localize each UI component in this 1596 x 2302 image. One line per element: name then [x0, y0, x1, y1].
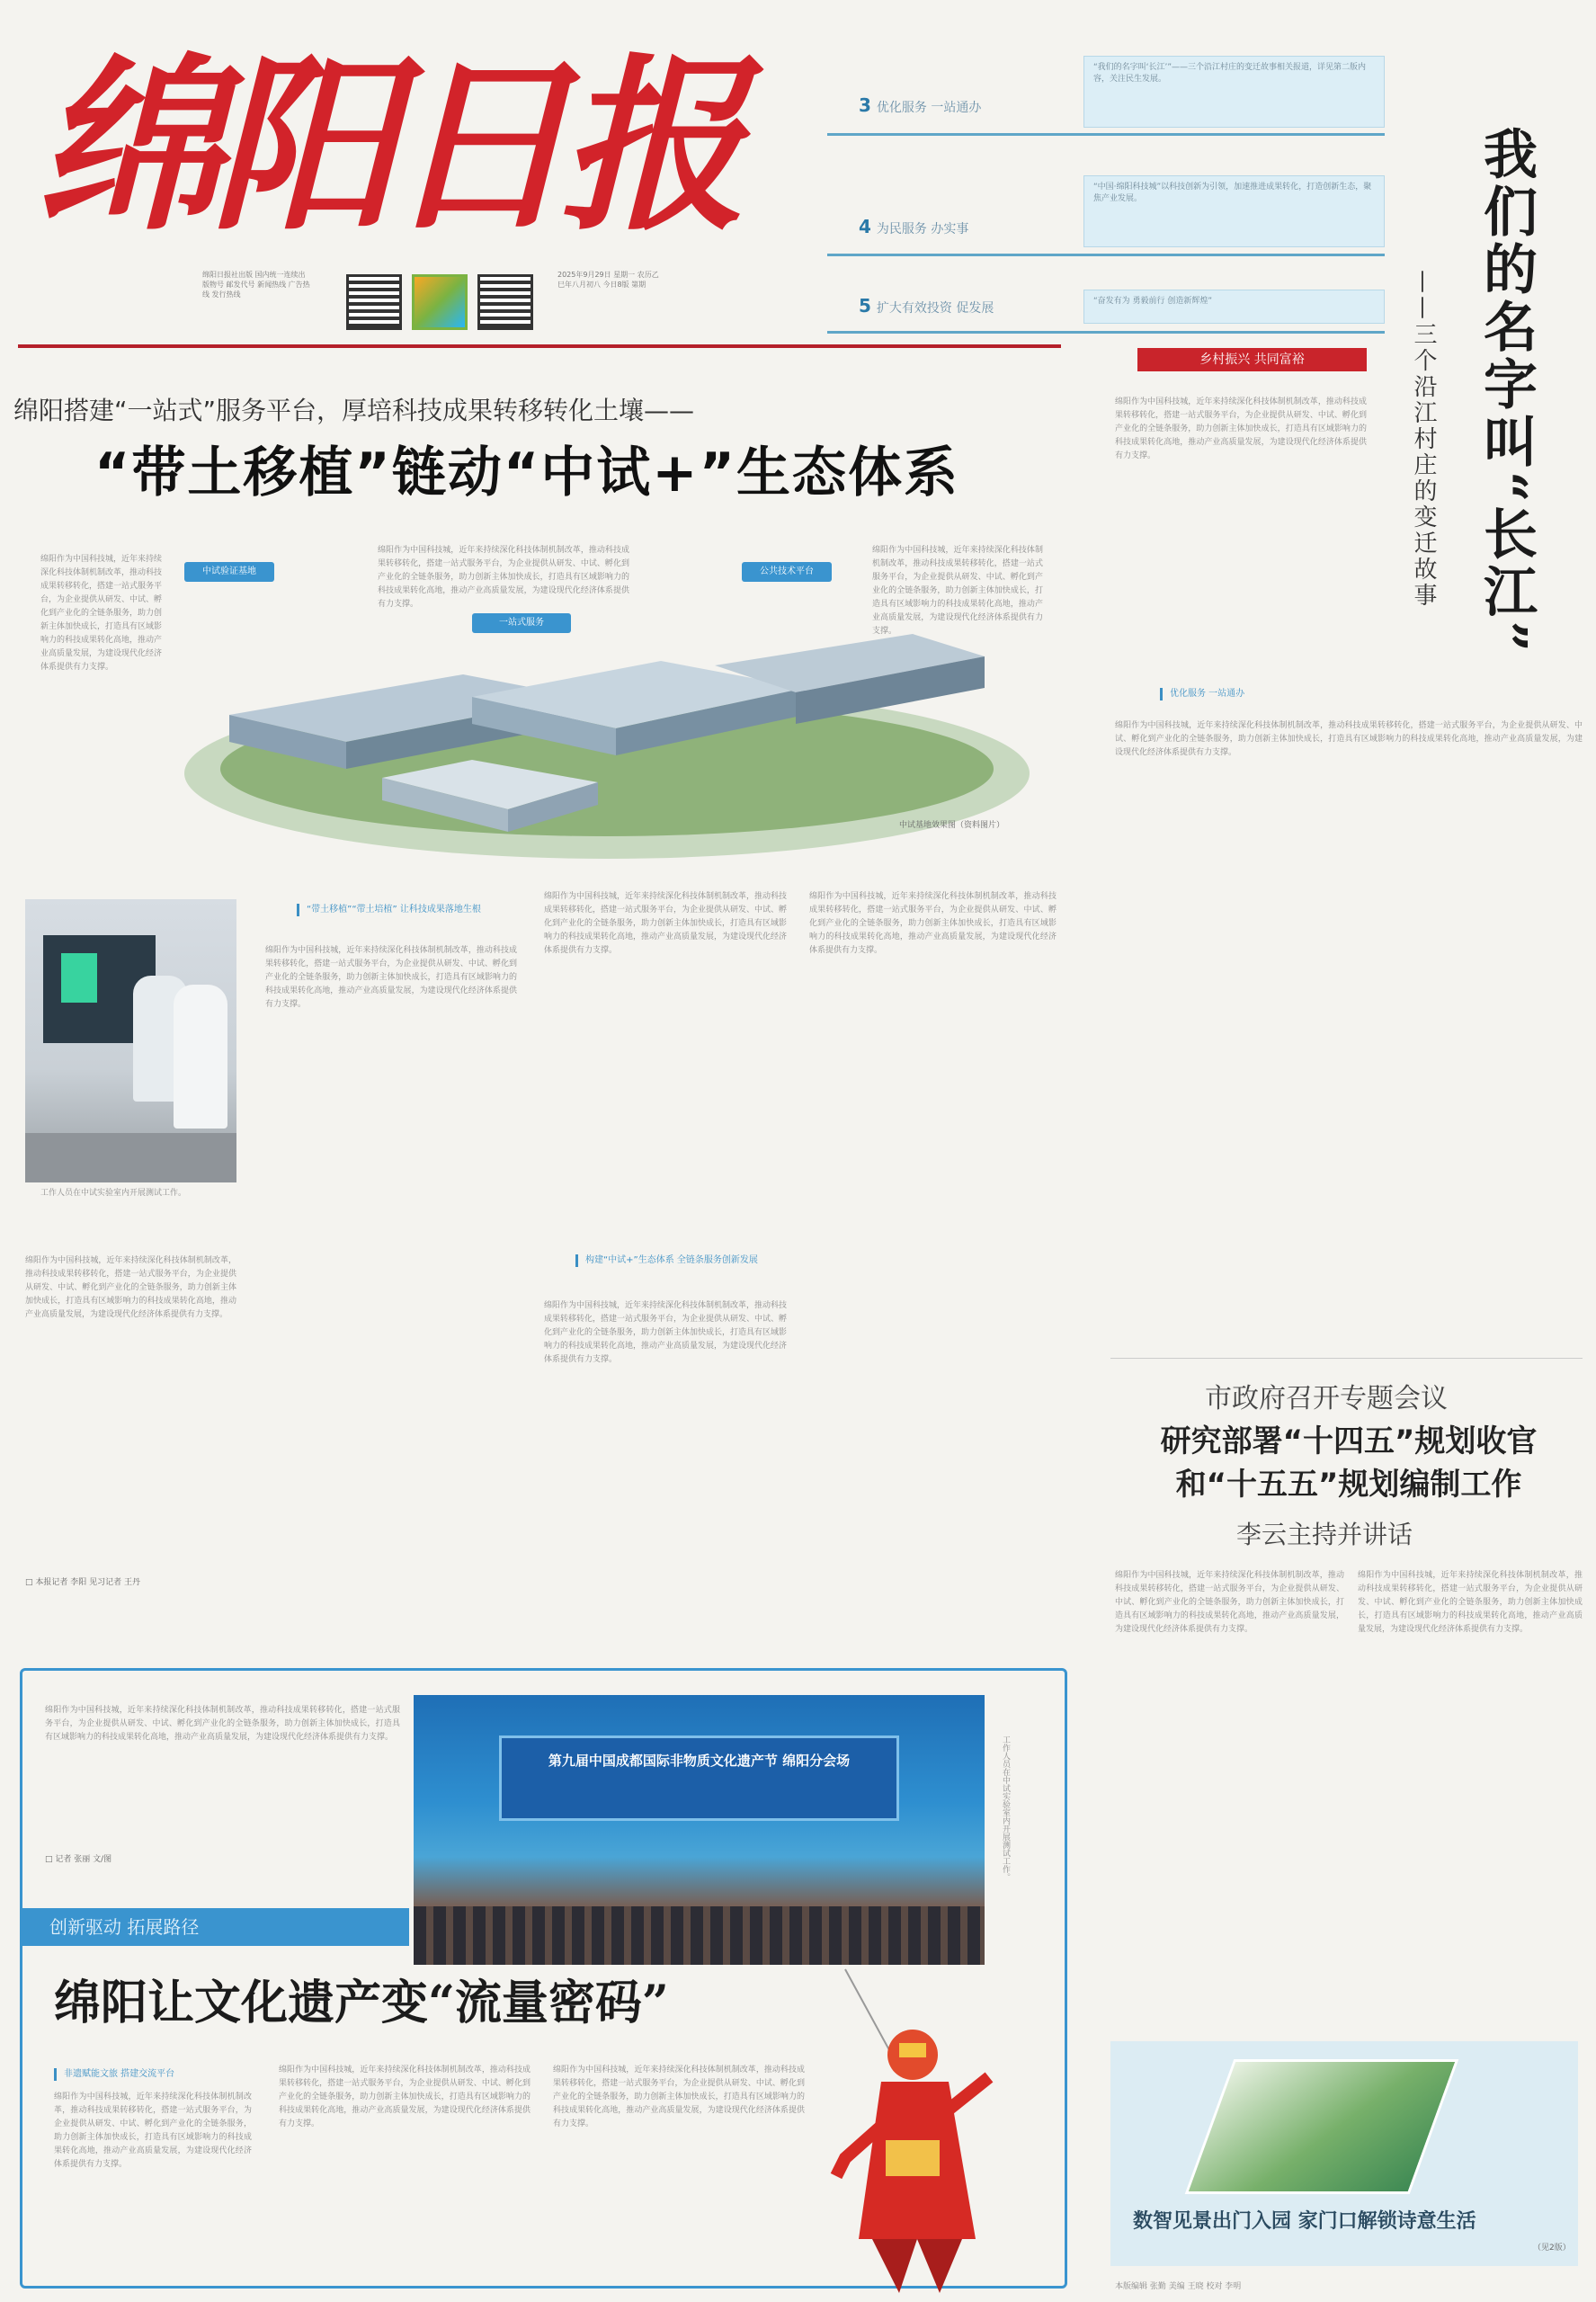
feature-headline[interactable]: 我们的名字叫“长江”	[1475, 126, 1538, 656]
lead-body-col-3: 绵阳作为中国科技城，近年来持续深化科技体制机制改革，推动科技成果转移转化，搭建一站式服务平台，为企业提供从研发、中试、孵化到产业化的全链条服务，助力创新主体加快成长，打造具有区域影响力的科技成果转化高地，推动产业高质量发展，为建设现代化经济体系提供有力支撑。	[544, 1301, 788, 1364]
promo-page-ref: （见2版）	[1533, 2244, 1571, 2253]
feature-section-label: 优化服务 一站通办	[1160, 688, 1376, 700]
lead-section-label: “带土移植”“带土培植” 让科技成果落地生根	[297, 904, 495, 916]
lead-body-col-4: 绵阳作为中国科技城，近年来持续深化科技体制机制改革，推动科技成果转移转化，搭建一站式服务平台，为企业提供从研发、中试、孵化到产业化的全链条服务，助力创新主体加快成长，打造具有区域影响力的科技成果转化高地，推动产业高质量发展，为建设现代化经济体系提供有力支撑。	[809, 892, 1057, 955]
masthead-divider	[18, 344, 1061, 348]
photo-callout: 公共技术平台	[742, 562, 832, 582]
meeting-body-col-1: 绵阳作为中国科技城，近年来持续深化科技体制机制改革，推动科技成果转移转化，搭建一站式服务平台，为企业提供从研发、中试、孵化到产业化的全链条服务，助力创新主体加快成长，打造具有区域影响力的科技成果转化高地，推动产业高质量发展，为建设现代化经济体系提供有力支撑。	[1115, 1571, 1344, 1634]
meeting-headline-line-2[interactable]: 和“十五五”规划编制工作	[1175, 1467, 1522, 1503]
feature-body-col-1: 绵阳作为中国科技城，近年来持续深化科技体制机制改革，推动科技成果转移转化，搭建一站式服务平台，为企业提供从研发、中试、孵化到产业化的全链条服务，助力创新主体加快成长，打造具有区域影响力的科技成果转化高地，推动产业高质量发展，为建设现代化经济体系提供有力支撑。	[1115, 397, 1367, 460]
teaser-2-summary: “中国·绵阳科技城”以科技创新为引领，加速推进成果转化，打造创新生态，聚焦产业发展。	[1083, 175, 1385, 247]
section-divider	[1110, 1358, 1583, 1359]
culture-section-bar: 创新驱动 拓展路径	[22, 1908, 409, 1946]
teaser-1-summary: “我们的名字叫‘长江’”——三个沿江村庄的变迁故事相关报道，详见第二版内容，关注民生发展。	[1083, 56, 1385, 128]
feature-subtitle: ——三个沿江村庄的变迁故事	[1410, 270, 1437, 609]
byline: □ 本报记者 李阳 见习记者 王丹	[25, 1578, 140, 1587]
teaser-divider	[827, 331, 1385, 334]
culture-section-label: 非遗赋能文旅 搭建交流平台	[54, 2068, 234, 2081]
building-photo[interactable]	[175, 540, 1048, 859]
culture-intro: 绵阳作为中国科技城，近年来持续深化科技体制机制改革，推动科技成果转移转化，搭建一站式服务平台，为企业提供从研发、中试、孵化到产业化的全链条服务，助力创新主体加快成长，打造具有区域影响力的科技成果转化高地，推动产业高质量发展，为建设现代化经济体系提供有力支撑。	[45, 1706, 400, 1742]
meeting-body-col-2: 绵阳作为中国科技城，近年来持续深化科技体制机制改革，推动科技成果转移转化，搭建一站式服务平台，为企业提供从研发、中试、孵化到产业化的全链条服务，助力创新主体加快成长，打造具有区域影响力的科技成果转化高地，推动产业高质量发展，为建设现代化经济体系提供有力支撑。	[1358, 1571, 1583, 1634]
puppet-figure	[809, 1969, 1034, 2298]
photo-annotation: 绵阳作为中国科技城，近年来持续深化科技体制机制改革，推动科技成果转移转化，搭建一站式服务平台，为企业提供从研发、中试、孵化到产业化的全链条服务，助力创新主体加快成长，打造具有区域影响力的科技成果转化高地，推动产业高质量发展，为建设现代化经济体系提供有力支撑。	[872, 546, 1043, 636]
promo-box[interactable]	[1110, 2041, 1578, 2266]
teaser-2-label[interactable]: 4 为民服务 办实事	[859, 216, 969, 237]
meeting-kicker: 市政府召开专题会议	[1205, 1383, 1448, 1414]
lead-body-col-2: 绵阳作为中国科技城，近年来持续深化科技体制机制改革，推动科技成果转移转化，搭建一站式服务平台，为企业提供从研发、中试、孵化到产业化的全链条服务，助力创新主体加快成长，打造具有区域影响力的科技成果转化高地，推动产业高质量发展，为建设现代化经济体系提供有力支撑。	[544, 892, 788, 955]
lab-photo-caption: 工作人员在中试实验室内开展测试工作。	[40, 1189, 187, 1198]
app-logo-icon[interactable]	[412, 274, 468, 330]
feature-tag: 乡村振兴 共同富裕	[1137, 348, 1367, 371]
lead-section-label: 构建“中试+”生态体系 全链条服务创新发展	[575, 1254, 773, 1267]
teaser-3-summary: “奋发有为 勇毅前行 创造新辉煌”	[1083, 290, 1385, 324]
qr-code-icon[interactable]	[346, 274, 402, 330]
teaser-3-label[interactable]: 5 扩大有效投资 促发展	[859, 295, 994, 317]
meeting-headline-line-1[interactable]: 研究部署“十四五”规划收官	[1160, 1423, 1538, 1459]
publication-info: 绵阳日报社出版 国内统一连续出版物号 邮发代号 新闻热线 广告热线 发行热线	[202, 271, 310, 299]
stage-photo-caption: 工作人员在中试实验室内开展测试工作。	[1001, 1735, 1010, 1881]
culture-body-col-3: 绵阳作为中国科技城，近年来持续深化科技体制机制改革，推动科技成果转移转化，搭建一站式服务平台，为企业提供从研发、中试、孵化到产业化的全链条服务，助力创新主体加快成长，打造具有区域影响力的科技成果转化高地，推动产业高质量发展，为建设现代化经济体系提供有力支撑。	[553, 2066, 805, 2128]
festival-stage-photo[interactable]	[414, 1695, 985, 1965]
footer-credits: 本版编辑 张勤 美编 王晓 校对 李明	[1115, 2282, 1242, 2291]
photo-annotation: 绵阳作为中国科技城，近年来持续深化科技体制机制改革，推动科技成果转移转化，搭建一站式服务平台，为企业提供从研发、中试、孵化到产业化的全链条服务，助力创新主体加快成长，打造具有区域影响力的科技成果转化高地，推动产业高质量发展，为建设现代化经济体系提供有力支撑。	[378, 546, 629, 609]
teaser-divider	[827, 133, 1385, 136]
stage-banner-text: 第九届中国成都国际非物质文化遗产节 绵阳分会场	[548, 1753, 851, 1769]
lead-intro-col: 绵阳作为中国科技城，近年来持续深化科技体制机制改革，推动科技成果转移转化，搭建一站式服务平台，为企业提供从研发、中试、孵化到产业化的全链条服务，助力创新主体加快成长，打造具有区域影响力的科技成果转化高地，推动产业高质量发展，为建设现代化经济体系提供有力支撑。	[40, 555, 163, 672]
lead-headline[interactable]: “带土移植”链动“中试+”生态体系	[94, 442, 960, 504]
promo-headline: 数智见景出门入园 家门口解锁诗意生活	[1133, 2210, 1476, 2233]
meeting-subheadline: 李云主持并讲话	[1236, 1520, 1413, 1549]
culture-headline[interactable]: 绵阳让文化遗产变“流量密码”	[54, 1976, 669, 2030]
photo-callout: 中试验证基地	[184, 562, 274, 582]
photo-callout: 一站式服务	[472, 613, 571, 633]
publication-date-info: 2025年9月29日 星期一 农历乙巳年八月初八 今日8版 第期	[557, 271, 659, 289]
culture-byline: □ 记者 张丽 文/图	[45, 1855, 112, 1864]
culture-body-col-1: 绵阳作为中国科技城，近年来持续深化科技体制机制改革，推动科技成果转移转化，搭建一站式服务平台，为企业提供从研发、中试、孵化到产业化的全链条服务，助力创新主体加快成长，打造具有区域影响力的科技成果转化高地，推动产业高质量发展，为建设现代化经济体系提供有力支撑。	[54, 2092, 252, 2169]
lead-body-col-0: 绵阳作为中国科技城，近年来持续深化科技体制机制改革，推动科技成果转移转化，搭建一站式服务平台，为企业提供从研发、中试、孵化到产业化的全链条服务，助力创新主体加快成长，打造具有区域影响力的科技成果转化高地，推动产业高质量发展，为建设现代化经济体系提供有力支撑。	[25, 1256, 236, 1319]
teaser-divider	[827, 254, 1385, 256]
lab-photo[interactable]	[25, 899, 236, 1182]
culture-body-col-2: 绵阳作为中国科技城，近年来持续深化科技体制机制改革，推动科技成果转移转化，搭建一站式服务平台，为企业提供从研发、中试、孵化到产业化的全链条服务，助力创新主体加快成长，打造具有区域影响力的科技成果转化高地，推动产业高质量发展，为建设现代化经济体系提供有力支撑。	[279, 2066, 531, 2128]
photo-caption: 中试基地效果图（资料图片）	[899, 821, 1005, 830]
masthead-logo: 绵阳日报	[36, 37, 734, 256]
teaser-1-label[interactable]: 3 优化服务 一站通办	[859, 94, 982, 116]
feature-body-col-2: 绵阳作为中国科技城，近年来持续深化科技体制机制改革，推动科技成果转移转化，搭建一站式服务平台，为企业提供从研发、中试、孵化到产业化的全链条服务，助力创新主体加快成长，打造具有区域影响力的科技成果转化高地，推动产业高质量发展，为建设现代化经济体系提供有力支撑。	[1115, 721, 1583, 757]
qr-code-icon[interactable]	[477, 274, 533, 330]
lead-body-col-1: 绵阳作为中国科技城，近年来持续深化科技体制机制改革，推动科技成果转移转化，搭建一站式服务平台，为企业提供从研发、中试、孵化到产业化的全链条服务，助力创新主体加快成长，打造具有区域影响力的科技成果转化高地，推动产业高质量发展，为建设现代化经济体系提供有力支撑。	[265, 946, 517, 1009]
lead-kicker: 绵阳搭建“一站式”服务平台，厚培科技成果转移转化土壤——	[13, 396, 695, 425]
